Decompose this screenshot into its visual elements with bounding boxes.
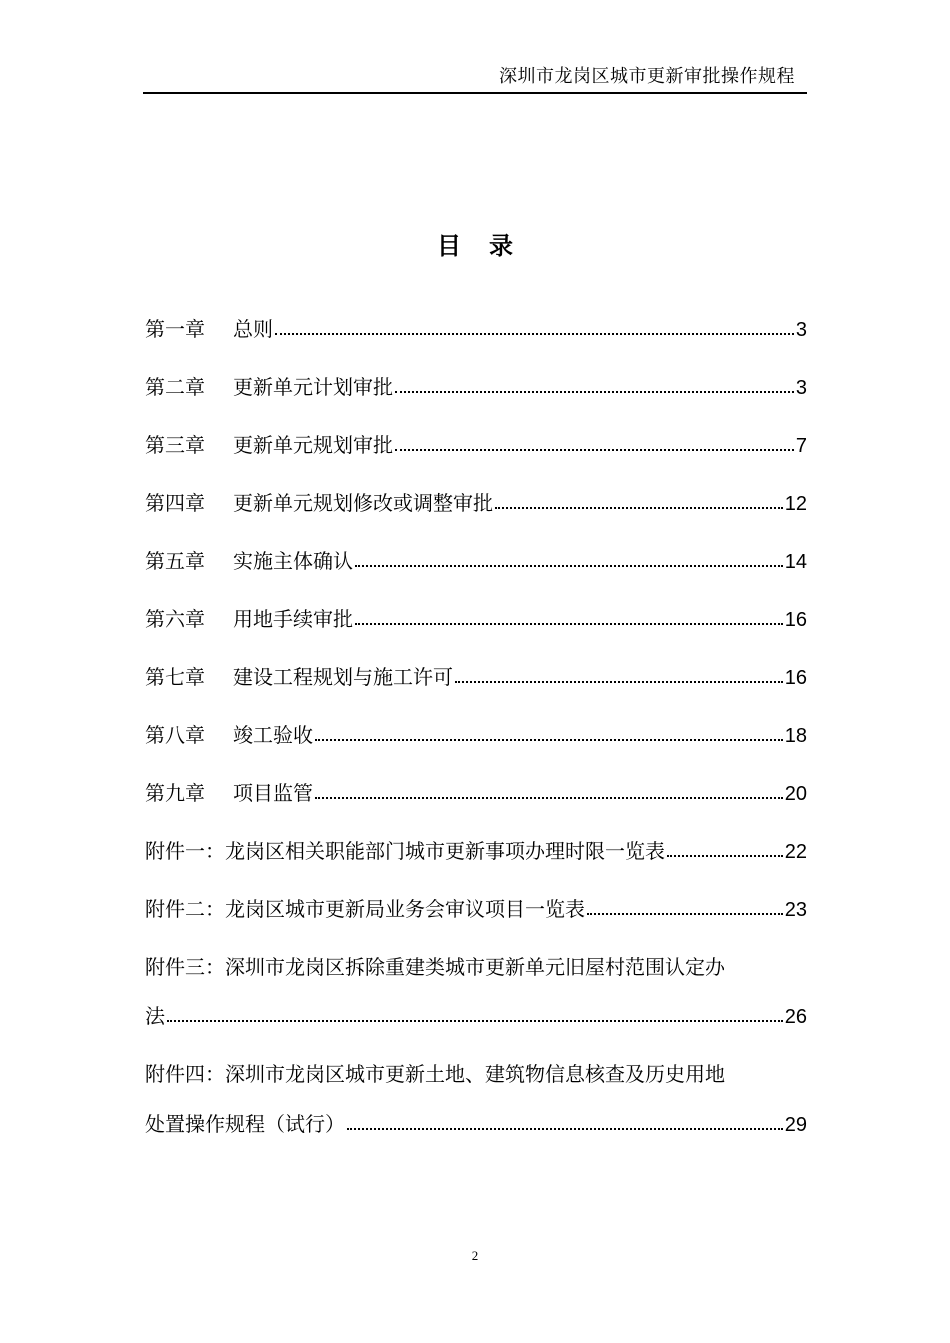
toc-appendix-title-line1[interactable]: 附件四：深圳市龙岗区城市更新土地、建筑物信息核查及历史用地	[145, 1062, 725, 1086]
toc-appendix-title: 附件二：龙岗区城市更新局业务会审议项目一览表	[145, 897, 585, 921]
toc-entry[interactable]	[145, 430, 807, 460]
toc-entry[interactable]	[145, 662, 807, 692]
toc-page-number: 7	[795, 435, 807, 457]
toc-appendix-entry[interactable]	[145, 836, 807, 866]
toc-chapter-title: 总则	[233, 317, 273, 341]
toc-chapter-number: 第七章	[145, 665, 205, 689]
toc-dot-leader	[587, 913, 783, 915]
toc-dot-leader	[355, 623, 783, 625]
toc-chapter-number: 第八章	[145, 723, 205, 747]
toc-page-number: 16	[784, 609, 807, 631]
toc-entry[interactable]	[145, 720, 807, 750]
toc-dot-leader	[355, 565, 783, 567]
header-title: 深圳市龙岗区城市更新审批操作规程	[499, 66, 795, 87]
footer-page-number: 2	[471, 1248, 479, 1263]
toc-page-number: 3	[795, 319, 807, 341]
toc-page-number: 18	[784, 725, 807, 747]
toc-chapter-number: 第三章	[145, 433, 205, 457]
toc-page-number: 16	[784, 667, 807, 689]
toc-appendix-entry[interactable]	[145, 1109, 807, 1139]
toc-appendix-title: 附件一：龙岗区相关职能部门城市更新事项办理时限一览表	[145, 839, 665, 863]
toc-appendix-title-line2: 法	[145, 1004, 165, 1028]
toc-page-number: 14	[784, 551, 807, 573]
toc-chapter-number: 第一章	[145, 317, 205, 341]
toc-dot-leader	[395, 449, 794, 451]
toc-chapter-title: 用地手续审批	[233, 607, 353, 631]
toc-chapter-number: 第九章	[145, 781, 205, 805]
toc-dot-leader	[495, 507, 783, 509]
toc-dot-leader	[347, 1128, 783, 1130]
page-header	[143, 64, 807, 94]
toc-dot-leader	[395, 391, 794, 393]
toc-chapter-title: 更新单元计划审批	[233, 375, 393, 399]
toc-dot-leader	[315, 797, 783, 799]
toc-chapter-number: 第二章	[145, 375, 205, 399]
toc-page-number: 3	[795, 377, 807, 399]
toc-heading: 目录	[437, 232, 541, 260]
toc-chapter-title: 更新单元规划修改或调整审批	[233, 491, 493, 515]
toc-entry[interactable]	[145, 778, 807, 808]
toc-entry[interactable]	[145, 488, 807, 518]
toc-appendix-title-line1[interactable]: 附件三：深圳市龙岗区拆除重建类城市更新单元旧屋村范围认定办	[145, 955, 725, 979]
toc-page-number: 29	[784, 1114, 807, 1136]
toc-page-number: 20	[784, 783, 807, 805]
toc-chapter-title: 更新单元规划审批	[233, 433, 393, 457]
toc-chapter-title: 实施主体确认	[233, 549, 353, 573]
toc-dot-leader	[667, 855, 783, 857]
toc-chapter-title: 竣工验收	[233, 723, 313, 747]
toc-chapter-title: 建设工程规划与施工许可	[233, 665, 453, 689]
toc-page-number: 22	[784, 841, 807, 863]
toc-appendix-title-line2: 处置操作规程（试行）	[145, 1112, 345, 1136]
toc-appendix-entry[interactable]	[145, 1001, 807, 1031]
toc-chapter-number: 第六章	[145, 607, 205, 631]
toc-chapter-title: 项目监管	[233, 781, 313, 805]
toc-page-number: 12	[784, 493, 807, 515]
toc-dot-leader	[315, 739, 783, 741]
toc-entry[interactable]	[145, 314, 807, 344]
toc-dot-leader	[275, 333, 794, 335]
toc-dot-leader	[455, 681, 783, 683]
toc-dot-leader	[167, 1020, 783, 1022]
toc-entry[interactable]	[145, 604, 807, 634]
toc-page-number: 26	[784, 1006, 807, 1028]
toc-entry[interactable]	[145, 372, 807, 402]
toc-chapter-number: 第四章	[145, 491, 205, 515]
toc-appendix-entry[interactable]	[145, 894, 807, 924]
toc-entry[interactable]	[145, 546, 807, 576]
toc-page-number: 23	[784, 899, 807, 921]
toc-chapter-number: 第五章	[145, 549, 205, 573]
